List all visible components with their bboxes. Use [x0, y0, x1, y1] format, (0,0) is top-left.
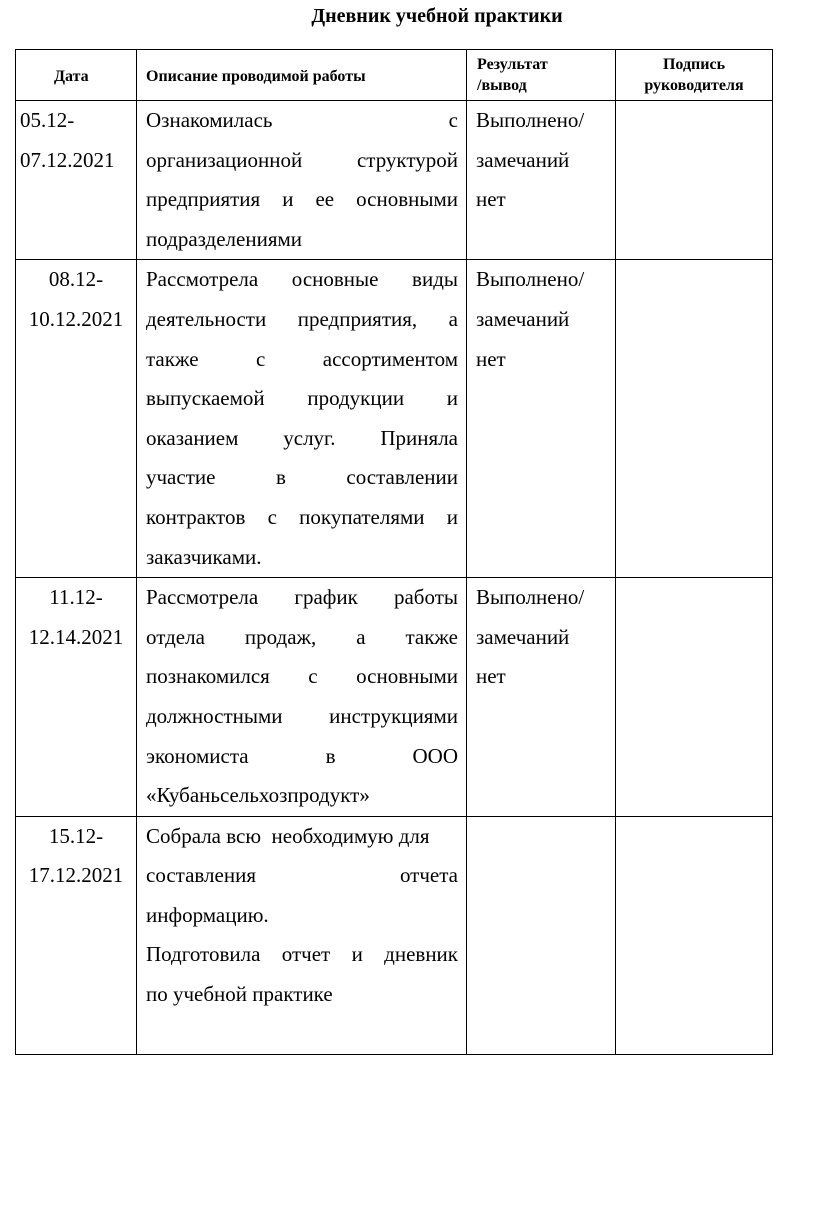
table-header-row [16, 50, 773, 101]
date-start: 11.12- [49, 585, 103, 610]
description-line: выпускаемой продукции и [146, 386, 458, 411]
description-line: информацию. [146, 902, 269, 927]
description-cell [137, 578, 467, 817]
description-cell [137, 101, 467, 260]
signature-cell [616, 260, 773, 578]
date-cell [16, 101, 137, 260]
description-line: также с ассортиментом [146, 346, 458, 371]
header-description: Описание проводимой работы [137, 50, 467, 101]
header-result-line1: Результат [477, 56, 548, 73]
signature-cell [616, 578, 773, 817]
result-line: замечаний [476, 306, 570, 331]
description-line: экономиста в ООО [146, 743, 458, 768]
description-line: Рассмотрела график работы [146, 585, 458, 610]
date-cell [16, 816, 137, 1054]
header-signature [616, 50, 773, 101]
result-line: Выполнено/ [476, 108, 585, 132]
description-line: контрактов с покупателями и [146, 504, 458, 529]
table-row [16, 816, 773, 1054]
date-end: 10.12.2021 [28, 306, 124, 331]
table-row [16, 578, 773, 817]
description-line: заказчиками. [146, 544, 262, 569]
signature-cell [616, 816, 773, 1054]
description-line: по учебной практике [146, 982, 333, 1007]
description-line: организационной структурой [146, 147, 458, 172]
document-title: Дневник учебной практики [311, 5, 563, 27]
result-line: замечаний [476, 624, 570, 649]
header-signature-line2: руководителя [644, 77, 744, 94]
result-line: замечаний [476, 147, 570, 172]
result-line: нет [476, 664, 506, 689]
header-result [467, 50, 616, 101]
practice-diary-table [15, 49, 773, 1055]
date-cell [16, 260, 137, 578]
description-line: подразделениями [146, 226, 303, 251]
date-end: 17.12.2021 [28, 863, 124, 888]
result-line: нет [476, 346, 506, 371]
description-line: составления отчета [146, 863, 458, 888]
result-cell [467, 101, 616, 260]
description-line: познакомился с основными [146, 664, 458, 689]
header-date: Дата [16, 50, 137, 101]
description-line: участие в составлении [146, 465, 458, 490]
result-cell [467, 260, 616, 578]
header-result-line2: /вывод [477, 77, 527, 94]
result-line: нет [476, 187, 506, 212]
result-cell [467, 816, 616, 1054]
description-cell [137, 260, 467, 578]
date-start: 08.12- [48, 267, 104, 292]
table-row [16, 101, 773, 260]
description-line: «Кубаньсельхозпродукт» [146, 783, 370, 808]
description-line: деятельности предприятия, а [146, 306, 458, 331]
description-line: Собрала всю необходимую для [146, 823, 430, 848]
date-cell [16, 578, 137, 817]
result-cell [467, 578, 616, 817]
description-line: предприятия и ее основными [146, 187, 458, 212]
description-line: Рассмотрела основные виды [146, 267, 458, 292]
description-cell [137, 816, 467, 1054]
description-line: Ознакомилась с [146, 108, 458, 132]
result-line: Выполнено/ [476, 267, 585, 292]
date-end: 07.12.2021 [20, 147, 115, 172]
description-line: Подготовила отчет и дневник [146, 942, 458, 967]
date-end: 12.14.2021 [28, 624, 124, 649]
table-row [16, 260, 773, 578]
date-start: 15.12- [48, 823, 104, 848]
signature-cell [616, 101, 773, 260]
description-line: должностными инструкциями [146, 703, 458, 728]
result-line: Выполнено/ [476, 585, 585, 610]
description-line: отдела продаж, а также [146, 624, 458, 649]
description-line: оказанием услуг. Приняла [146, 425, 458, 450]
date-start: 05.12- [20, 108, 75, 132]
header-signature-line1: Подпись [662, 56, 726, 73]
